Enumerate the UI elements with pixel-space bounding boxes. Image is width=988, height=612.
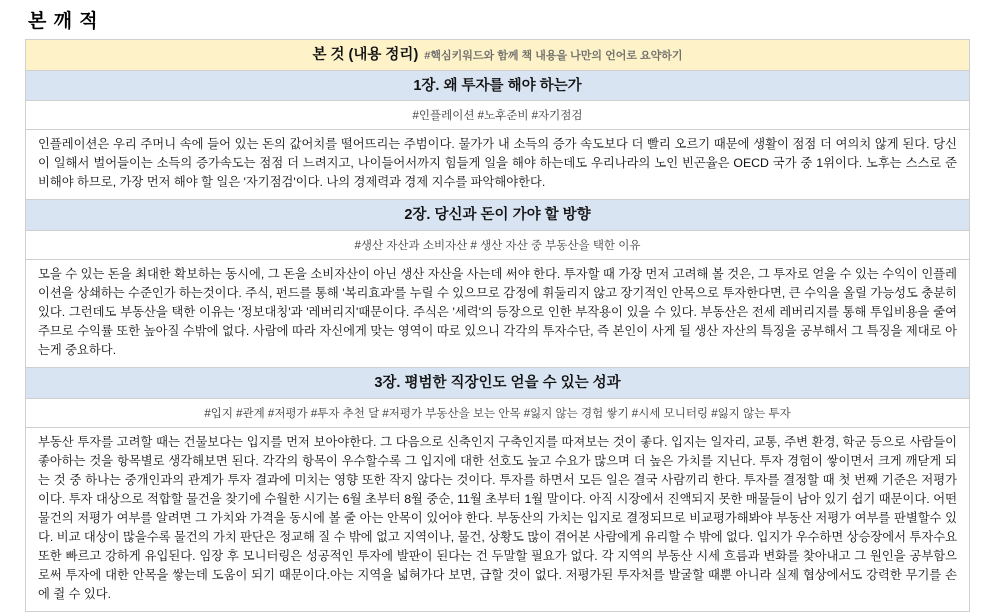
section-heading-row xyxy=(26,71,969,102)
document-header-title: 본 것 (내용 정리) xyxy=(312,47,419,63)
section-tags-text: #생산 자산과 소비자산 # 생산 자산 중 부동산을 택한 이유 xyxy=(26,231,969,259)
page-title: 본 깨 적 xyxy=(28,11,99,32)
section-body-row xyxy=(26,260,969,368)
section-tags-text: #입지 #관계 #저평가 #투자 추천 달 #저평가 부동산을 보는 안목 #잃지 않는 경험 쌓기 #시세 모니터링 #잃지 않는 투자 xyxy=(26,399,969,427)
section-heading-band xyxy=(26,368,969,398)
document-table xyxy=(25,39,970,612)
section-body-row xyxy=(26,130,969,200)
section-body-text: 부동산 투자를 고려할 때는 건물보다는 입지를 먼저 보아야한다. 그 다음으로 신축인지 구축인지를 따져보는 것이 좋다. 입지는 일자리, 교통, 주변 환경, 학군 등으로 사람들이 좋아하는 것을 항목별로 생각해보면 된다. 각각의 항목이 우수할수록 그 입지에 대한 선호도 높고 수요가 많으며 더 높은 가치를 지닌다. 투자 경험이 쌓이면서 크게 깨닫게 되는 것 중 하나는 중개인과의 관계가 투자 결과에 미치는 영향 또한 작지 않다는 것이다. 투자를 하면서 모든 일은 결국 사람끼리 한다. 투자를 결정할 때 첫 번째 기준은 저평가 이다. 투자 대상으로 적합할 물건을 찾기에 수월한 시기는 6월 초부터 8월 중순, 11월 초부터 1월 말이다. 아직 시장에서 진액되지 못한 매물들이 남아 있기 쉽기 때문이다. 어떤 물건의 저평가 여부를 알려면 그 가치와 가격을 동시에 볼 줄 아는 안목이 있어야 한다. 부동산의 가치는 입지로 결정되므로 비교평가해봐야 부동산 저평가 여부를 판별할수 있다. 비교 대상이 많을수록 물건의 가치 판단은 정교해 질 수 밖에 없고 지역이나, 물건, 상황도 많이 겪어본 사람에게 유리할 수 밖에 없다. 입지가 우수하면 상승장에서 투자수요 또한 빠르고 강하게 유입된다. 임장 후 모니터링은 성공적인 투자에 발판이 된다는 건 두말할 필요가 없다. 각 지역의 부동산 시세 흐름과 변화를 찾아내고 그 원인을 공부함으로써 투자에 대한 안목을 쌓는데 도움이 되기 때문이다.아는 지역을 넓혀가다 보면, 급할 것이 없다. 저평가된 투자처를 발굴할 때뿐 아니라 실제 협상에서도 강력한 무기를 손에 쥘 수 있다. xyxy=(26,428,969,611)
section-body-row xyxy=(26,428,969,612)
section-tags-text: #인플레이션 #노후준비 #자기점검 xyxy=(26,101,969,129)
section-body-text: 모을 수 있는 돈을 최대한 확보하는 동시에, 그 돈을 소비자산이 아닌 생산 자산을 사는데 써야 한다. 투자할 때 가장 먼저 고려해 볼 것은, 그 투자로 얻을 수 있는 수익이 인플레이션을 상쇄하는 수준인가 하는것이다. 주식, 펀드를 통해 '복리효과'를 누릴 수 있으므로 감정에 휘둘리지 않고 장기적인 안목으로 투자한다면, 큰 수익을 올릴 가능성도 충분히 있다. 그런데도 부동산을 택한 이유는 '정보대칭'과 '레버리지'때문이다. 주식은 '세력'의 등장으로 인한 부작용이 있을 수 있다. 부동산은 전세 레버리지를 통해 투입비용을 줄여주므로 수익률 또한 높아질 수밖에 없다. 사람에 따라 자신에게 맞는 영역이 따로 있으니 각각의 투자수단, 즉 본인이 사게 될 생산 자산의 특징을 공부해서 그 특징을 제대로 아는게 중요하다. xyxy=(26,260,969,367)
section-heading-text: 1장. 왜 투자를 해야 하는가 xyxy=(413,77,582,94)
section-tags-row xyxy=(26,101,969,130)
section-heading-text: 2장. 당신과 돈이 가야 할 방향 xyxy=(404,207,591,224)
document-header-band xyxy=(26,40,969,70)
section-body-text: 인플레이션은 우리 주머니 속에 들어 있는 돈의 값어치를 떨어뜨리는 주범이다. 물가가 내 소득의 증가 속도보다 더 빨리 오르기 때문에 생활이 점점 더 여의치 않게 된다. 당신이 일해서 벌어들이는 소득의 증가속도는 점점 더 느려지고, 나이들어서까지 힘들게 일을 해야 하는데도 우리나라의 노인 빈곤율은 OECD 국가 중 1위이다. 노후는 스스로 준비해야 하므로, 가장 먼저 해야 할 일은 '자기점검'이다. 나의 경제력과 경제 지수를 파악해야한다. xyxy=(26,130,969,199)
section-heading-text: 3장. 평범한 직장인도 얻을 수 있는 성과 xyxy=(374,375,621,392)
section-tags-row xyxy=(26,399,969,428)
section-heading-row xyxy=(26,368,969,399)
section-heading-row xyxy=(26,200,969,231)
section-heading-band xyxy=(26,71,969,101)
section-tags-row xyxy=(26,231,969,260)
document-header-subtitle: #핵심키워드와 함께 책 내용을 나만의 언어로 요약하기 xyxy=(424,50,683,62)
document-header-row xyxy=(26,40,969,71)
section-heading-band xyxy=(26,200,969,230)
